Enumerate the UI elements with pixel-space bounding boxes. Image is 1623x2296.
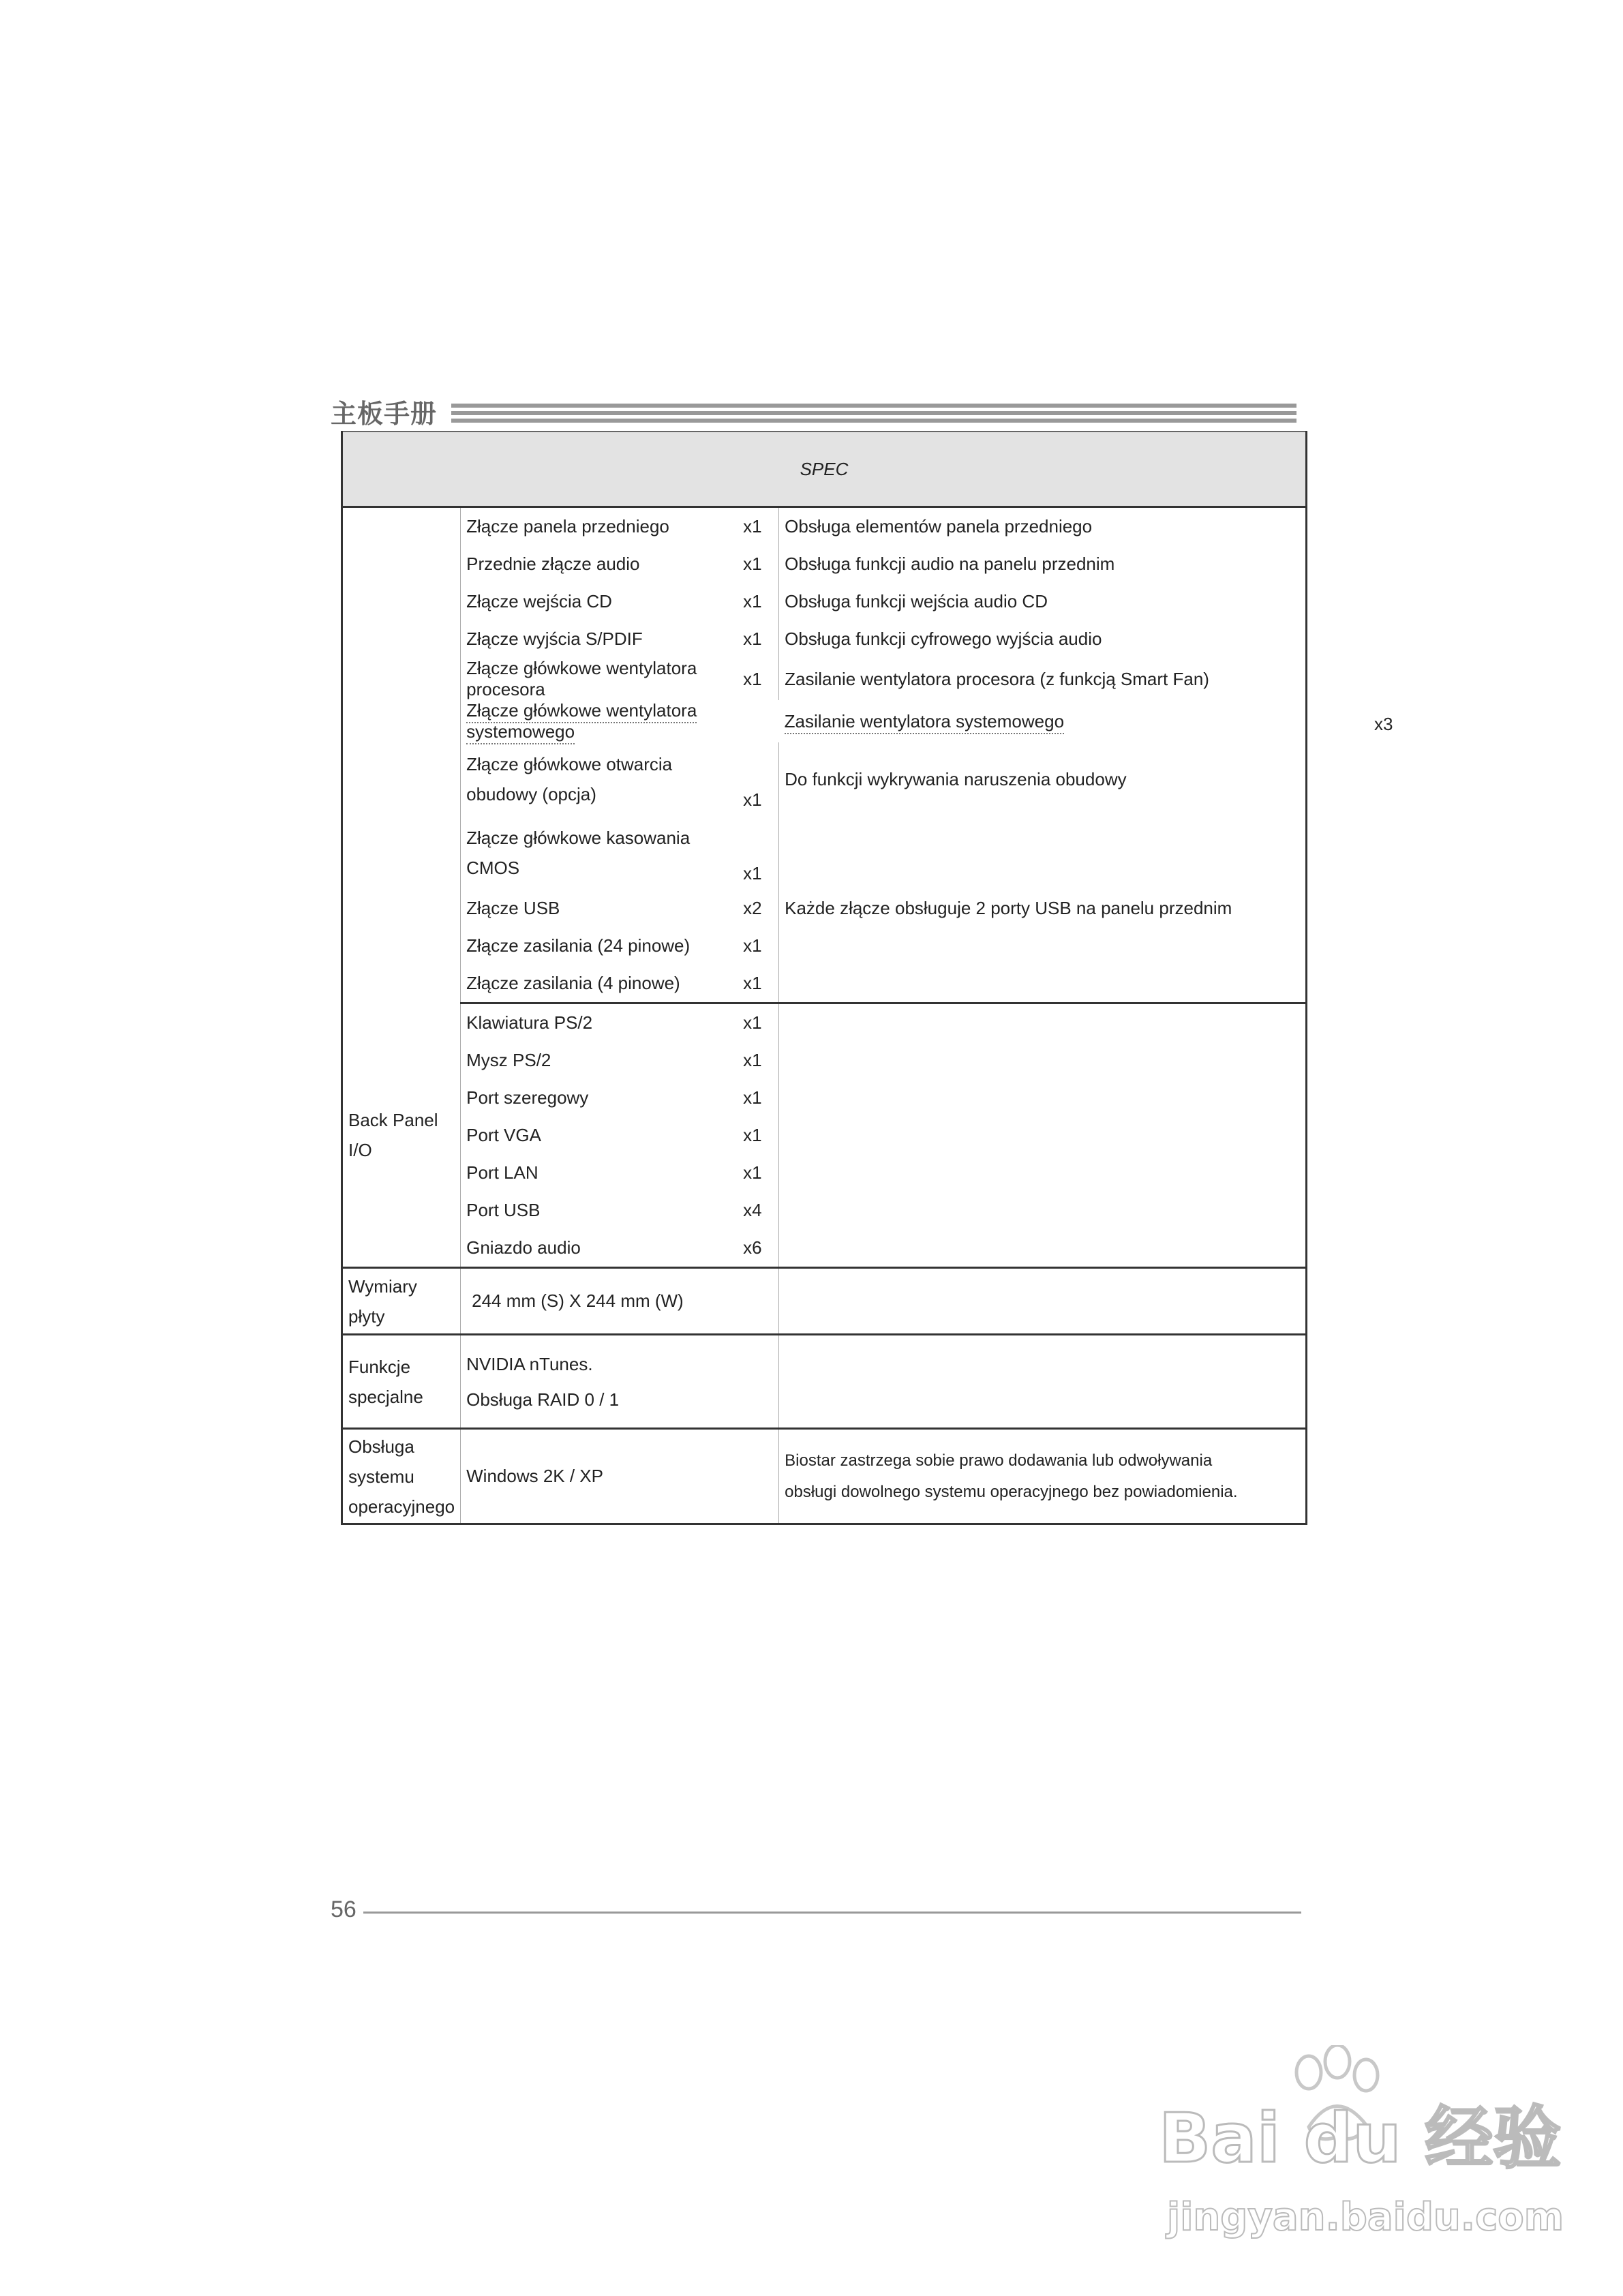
header-rule [451, 404, 1296, 426]
item-desc: Obsługa elementów panela przedniego [779, 507, 1307, 546]
category-label: Obsługa [348, 1436, 414, 1457]
item-qty: x1 [738, 1003, 779, 1042]
item-qty: x2 [738, 890, 779, 927]
item-desc [779, 965, 1307, 1003]
spec-title: SPEC [342, 432, 1307, 507]
item-name: Złącze zasilania (4 pinowe) [461, 965, 738, 1003]
item-qty: x1 [738, 1042, 779, 1079]
item-value: 244 mm (S) X 244 mm (W) [461, 1268, 779, 1335]
table-row [342, 965, 1307, 1003]
category-label: specjalne [348, 1386, 423, 1407]
category-special [342, 1335, 461, 1429]
item-desc: Obsługa funkcji cyfrowego wyjścia audio [779, 620, 1307, 658]
item-qty: x4 [738, 1192, 779, 1229]
table-row [342, 700, 1307, 742]
item-name: Gniazdo audio [461, 1229, 738, 1268]
category-os [342, 1429, 461, 1524]
page-number: 56 [331, 1897, 357, 1922]
item-desc [779, 816, 1307, 890]
table-row [342, 742, 1307, 816]
category-label: operacyjnego [348, 1496, 455, 1517]
item-value [461, 1335, 779, 1429]
item-qty: x1 [738, 583, 779, 620]
item-name: Port szeregowy [466, 1087, 589, 1108]
item-desc-line: Biostar zastrzega sobie prawo dodawania lub odwoływania [785, 1451, 1213, 1470]
footer-rule [363, 1912, 1301, 1914]
stray-qty: x3 [1374, 714, 1393, 734]
item-desc: Do funkcji wykrywania naruszenia obudowy [779, 742, 1307, 816]
category-label: Wymiary [348, 1275, 417, 1297]
table-row [342, 583, 1307, 620]
item-desc-line: obsługi dowolnego systemu operacyjnego bez powiadomienia. [785, 1482, 1238, 1501]
item-name [461, 700, 779, 742]
item-desc [779, 1429, 1307, 1524]
table-row [342, 620, 1307, 658]
item-name: Złącze zasilania (24 pinowe) [466, 935, 691, 956]
table-row [342, 1268, 1307, 1335]
header-title: 主板手册 [331, 399, 438, 429]
item-value-line: NVIDIA nTunes. [466, 1353, 593, 1374]
item-name-line: Złącze główkowe otwarcia [466, 754, 673, 774]
spec-table-header [342, 432, 1307, 507]
spec-table [341, 431, 1307, 1525]
category-label: systemu [348, 1466, 414, 1487]
item-qty: x1 [738, 620, 779, 658]
item-name: Złącze USB [466, 898, 560, 918]
item-name [461, 816, 738, 890]
item-name: Port LAN [466, 1162, 539, 1183]
table-row [342, 507, 1307, 546]
table-row [342, 1335, 1307, 1429]
item-name: Złącze główkowe wentylatora procesora [466, 658, 697, 699]
item-qty: x1 [738, 965, 779, 1003]
item-name: Klawiatura PS/2 [466, 1012, 593, 1033]
table-row [342, 1003, 1307, 1042]
item-qty: x1 [738, 816, 779, 890]
item-desc: Każde złącze obsługuje 2 porty USB na panelu przednim [779, 890, 1307, 927]
item-desc [779, 1268, 1307, 1335]
category-backpanel [342, 1003, 461, 1268]
table-row [342, 545, 1307, 583]
item-desc [779, 1335, 1307, 1429]
item-qty: x1 [738, 1117, 779, 1154]
item-desc-text: Zasilanie wentylatora systemowego [785, 711, 1064, 734]
item-desc [779, 700, 1307, 742]
item-name: Złącze panela przedniego [466, 516, 669, 537]
category-label: Back Panel [348, 1109, 438, 1130]
table-row [342, 658, 1307, 700]
item-qty: x1 [738, 507, 779, 546]
table-row [342, 816, 1307, 890]
category-label: płyty [348, 1305, 385, 1327]
category-cell [342, 507, 461, 1003]
table-row [342, 1429, 1307, 1524]
item-desc: Obsługa funkcji wejścia audio CD [779, 583, 1307, 620]
item-qty: x6 [738, 1229, 779, 1268]
item-qty: x1 [738, 742, 779, 816]
table-row [342, 890, 1307, 927]
item-name [461, 742, 738, 816]
item-name-line: obudowy (opcja) [466, 784, 596, 804]
category-label: Funkcje [348, 1356, 411, 1377]
item-desc [779, 1003, 1307, 1268]
item-name: Mysz PS/2 [466, 1050, 551, 1070]
item-name-line: Złącze główkowe kasowania [466, 828, 691, 848]
item-qty: x1 [738, 927, 779, 965]
item-name-line: CMOS [466, 858, 520, 878]
item-name: Port VGA [466, 1125, 541, 1145]
item-name: Port USB [466, 1200, 541, 1220]
watermark-url: jingyan.baidu.com [1167, 2195, 1564, 2239]
category-label: I/O [348, 1139, 372, 1160]
item-desc [779, 927, 1307, 965]
item-desc: Obsługa funkcji audio na panelu przednim [779, 545, 1307, 583]
item-desc: Zasilanie wentylatora procesora (z funkcją Smart Fan) [779, 658, 1307, 700]
item-qty: x1 [738, 545, 779, 583]
table-row [342, 927, 1307, 965]
item-value-line: Obsługa RAID 0 / 1 [466, 1389, 620, 1410]
item-name: Złącze wejścia CD [466, 591, 612, 611]
item-name: Złącze wyjścia S/PDIF [466, 629, 643, 649]
item-qty: x1 [738, 1079, 779, 1117]
item-name: Przednie złącze audio [466, 554, 640, 574]
item-name-text: Złącze główkowe wentylatora systemowego [466, 700, 697, 744]
item-value: Windows 2K / XP [461, 1429, 779, 1524]
watermark-brand: Bai du 经验 [1159, 2098, 1562, 2178]
category-dimensions [342, 1268, 461, 1335]
item-qty: x1 [738, 1154, 779, 1192]
item-qty: x1 [738, 658, 779, 700]
